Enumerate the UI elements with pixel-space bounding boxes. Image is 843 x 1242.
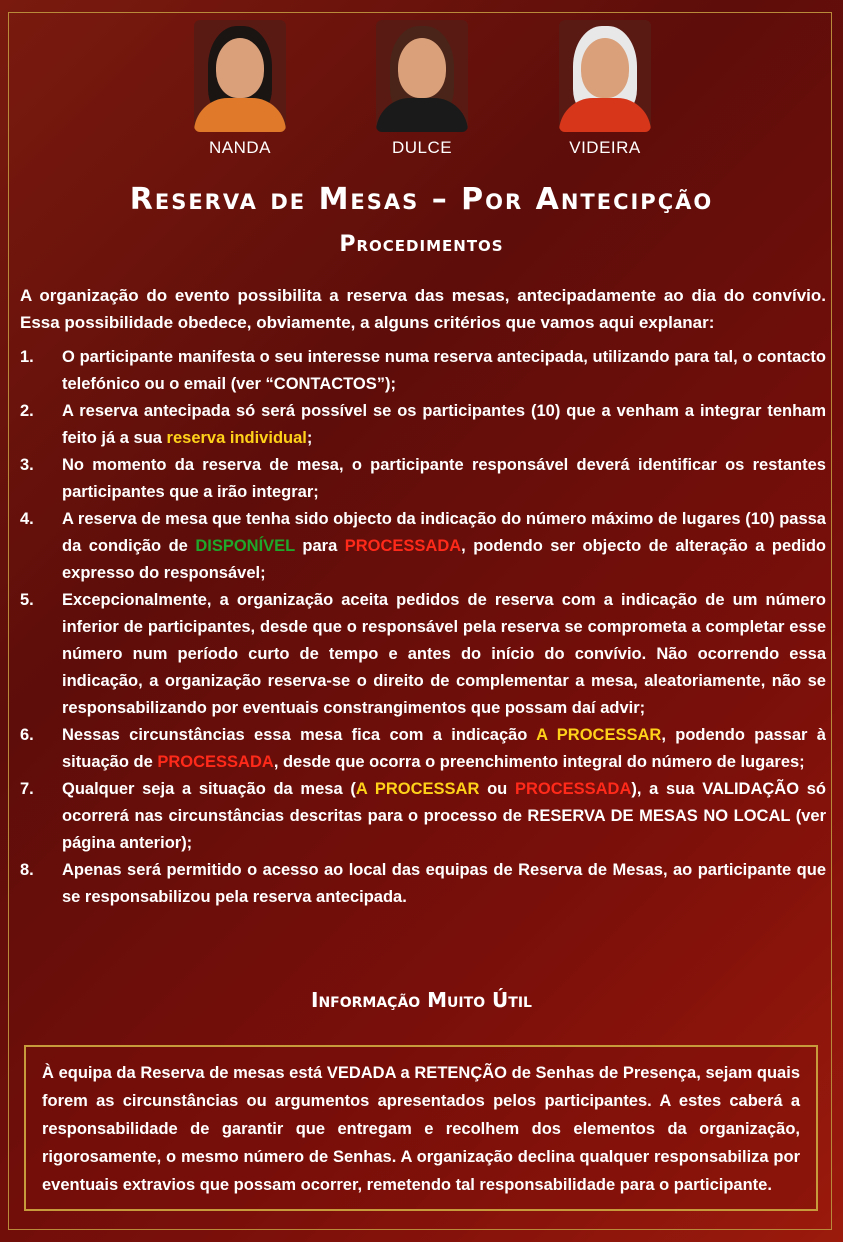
person-videira <box>550 20 660 158</box>
person-photo <box>559 20 651 132</box>
list-item: 1. O participante manifesta o seu interesse numa reserva antecipada, utilizando para tal, o contacto telefónico ou o email (ver “CONTACTOS”); <box>20 348 826 393</box>
list-item: 5. Excepcionalmente, a organização aceita pedidos de reserva com a indicação de um número inferior de participantes, desde que o responsável pela reserva se comprometa a completar esse número num período curto de tempo e antes do início do convívio. Não ocorrendo essa indicação, a organização reserva-se o direito de complementar a mesa, aleatoriamente, não se responsabilizando por eventuais constrangimentos que possam daí advir; <box>20 591 826 717</box>
status-a-processar: A PROCESSAR <box>536 726 662 744</box>
intro-paragraph: A organização do evento possibilita a reserva das mesas, antecipadamente ao dia do convívio. Essa possibilidade obedece, obviamente, a alguns critérios que vamos aqui explanar: <box>20 286 826 332</box>
list-item: 7. Qualquer seja a situação da mesa (A PROCESSAR ou PROCESSADA), a sua VALIDAÇÃO só ocorrerá nas circunstâncias descritas para o processo de RESERVA DE MESAS NO LOCAL (ver página anterior); <box>20 780 827 852</box>
status-a-processar: A PROCESSAR <box>355 780 480 798</box>
info-title: Informação Muito Útil <box>311 988 532 1012</box>
reserva-individual-link[interactable]: reserva individual <box>166 429 307 447</box>
procedures-list <box>20 344 826 911</box>
person-name: DULCE <box>391 138 453 157</box>
list-item: 8. Apenas será permitido o acesso ao local das equipas de Reserva de Mesas, ao participante que se responsabilizou pela reserva antecipada. <box>20 861 826 906</box>
list-item: 4. A reserva de mesa que tenha sido objecto da indicação do número máximo de lugares (10) passa da condição de DISPONÍVEL para PROCESSADA, podendo ser objecto de alteração a pedido expresso do responsável; <box>20 510 826 582</box>
status-disponivel: DISPONÍVEL <box>195 537 295 555</box>
info-box <box>24 1045 818 1211</box>
status-processada: PROCESSADA <box>514 780 632 798</box>
person-photo <box>194 20 286 132</box>
people-row <box>0 20 843 170</box>
list-item: 3. No momento da reserva de mesa, o participante responsável deverá identificar os restantes participantes que a irão integrar; <box>20 456 826 501</box>
page-title: Reserva de Mesas – Por Antecipção <box>129 182 714 217</box>
person-nanda <box>185 20 295 158</box>
info-text: À equipa da Reserva de mesas está VEDADA a RETENÇÃO de Senhas de Presença, sejam quais forem as circunstâncias ou argumentos apresentados pelos participantes. A estes caberá a responsabilidade de garantir que entregam e recolhem dos elementos da organização, rigorosamente, o mesmo número de Senhas. A organização declina qualquer responsabiliza por eventuais extravios que possam ocorrer, remetendo tal responsabilidade para o participante. <box>42 1064 800 1194</box>
person-name: NANDA <box>208 138 271 157</box>
person-photo <box>376 20 468 132</box>
status-processada: PROCESSADA <box>344 537 462 555</box>
page-subtitle: Procedimentos <box>339 232 504 257</box>
person-dulce <box>367 20 477 158</box>
status-processada: PROCESSADA <box>157 753 274 771</box>
list-item: 2. A reserva antecipada só será possível se os participantes (10) que a venham a integrar tenham feito já a sua reserva individual; <box>20 402 826 447</box>
list-item: 6. Nessas circunstâncias essa mesa fica com a indicação A PROCESSAR, podendo passar à situação de PROCESSADA, desde que ocorra o preenchimento integral do número de lugares; <box>20 726 826 771</box>
person-name: VIDEIRA <box>569 138 641 157</box>
